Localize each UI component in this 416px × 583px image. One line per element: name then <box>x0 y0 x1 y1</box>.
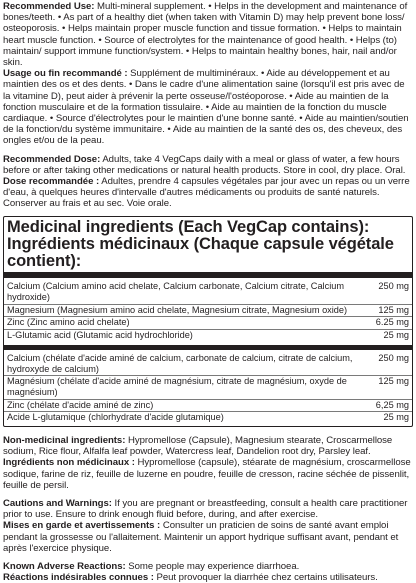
section-text: Hypromellose (Capsule), Magnesium stearate, Croscarmellose sodium, Rice flour, Alfalfa leaf powder, Watercress leaf, Dandelion root dry, Parsley leaf. <box>3 435 393 458</box>
section-label: Dose recommandée : <box>3 176 100 188</box>
ingredient-name: Zinc (chélate d'acide aminé de zinc) <box>7 399 154 410</box>
section-text: Adults, take 4 VegCaps daily with a meal or glass of water, a few hours before or after taking other medications or natural health products. Store in cool, dry place. Oral. <box>3 153 406 176</box>
recommended-dose-en <box>3 154 413 176</box>
ingredient-name: Calcium (chélate d'acide aminé de calcium, carbonate de calcium, citrate de calcium, hydroxyde de calcium) <box>7 352 353 374</box>
section-label: Mises en garde et avertissements : <box>3 520 161 532</box>
non-medicinal-fr <box>3 457 413 491</box>
ingredient-amount: 25 mg <box>383 412 409 423</box>
section-text: Adultes, prendre 4 capsules végétales par jour avec un repas ou un verre d'eau, à quelques heures d'intervalle d'autres médicaments ou produits de santé naturels. Conserver au frais et au sec. Voie orale. <box>3 176 410 210</box>
section-label: Usage ou fin recommandé : <box>3 68 128 80</box>
recommended-use-en <box>3 1 413 68</box>
ingredient-row <box>4 376 412 400</box>
ingredient-amount: 250 mg <box>378 352 409 363</box>
ingredient-amount: 25 mg <box>383 330 409 341</box>
adverse-reactions-fr <box>3 572 413 583</box>
ingredient-row <box>4 412 412 424</box>
section-text: Consulter un praticien de soins de santé avant emploi pendant la grossesse ou l'allaitement. Maintenir un apport hydrique suffisant avant, pendant et après l'exercice physique. <box>3 520 399 554</box>
section-text: Supplément de multiminéraux. • Aide au développement et au maintien des os et des dents. • Dans le cadre d'une alimentation saine (lorsqu'il est pris avec de la vitamine D), peut aider à prévenir la perte osseuse/l'ostéoporose. • Aide au maintien de la fonction musculaire et de la formation tissulaire. • Aide au maintien de la fonction du muscle cardiaque. • Source d'électrolytes pour le maintien d'une bonne santé. • Aide au maintien/soutien de la fonction/du système immunitaire. • Aide au maintien de la santé des os, des cheveux, des ongles et/ou de la peau. <box>3 68 409 147</box>
section-label: Known Adverse Reactions: <box>3 561 126 573</box>
section-text: If you are pregnant or breastfeeding, consult a health care practitioner prior to use. Ensure to drink enough fluid before, during, and after exercise. <box>3 498 408 521</box>
recommended-dose-fr <box>3 176 413 210</box>
section-label: Recommended Use: <box>3 1 95 12</box>
panel-title-fr: Ingrédients médicinaux (Chaque capsule végétale contient): <box>7 234 394 270</box>
ingredient-row <box>4 305 412 318</box>
panel-divider <box>4 345 412 350</box>
non-medicinal-en <box>3 435 413 457</box>
section-label: Recommended Dose: <box>3 153 101 165</box>
ingredient-amount: 6.25 mg <box>375 317 409 328</box>
ingredients-table-fr <box>4 353 412 424</box>
ingredient-name: Calcium (Calcium amino acid chelate, Calcium carbonate, Calcium citrate, Calcium hydroxide) <box>7 280 344 303</box>
ingredients-table-en <box>4 281 412 342</box>
adverse-reactions-en <box>3 561 413 572</box>
cautions-fr <box>3 520 413 554</box>
section-label: Réactions indésirables connues : <box>3 572 154 583</box>
recommended-use-fr <box>3 68 413 146</box>
ingredient-name: L-Glutamic acid (Glutamic acid hydrochloride) <box>7 330 193 341</box>
ingredient-row <box>4 317 412 330</box>
section-text: Multi-mineral supplement. • Helps in the development and maintenance of bones/teeth. • As part of a healthy diet (when taken with Vitamin D) may help prevent bone loss/ osteoporosis. • Helps maintain proper muscle function and tissue formation. • Helps to maintain heart muscle function. • Source of electrolytes for the maintenance of good health. • Helps (to) maintain/ support immune function/system. • Helps to maintain healthy bones, hair, nail and/or skin. <box>3 1 408 69</box>
section-text: Some people may experience diarrhoea. <box>125 561 300 573</box>
panel-title-en: Medicinal ingredients (Each VegCap contains): <box>7 217 370 236</box>
ingredient-row <box>4 330 412 342</box>
ingredient-name: Magnesium (Magnesium amino acid chelate, Magnesium citrate, Magnesium oxide) <box>7 304 348 315</box>
ingredient-name: Magnésium (chélate d'acide aminé de magnésium, citrate de magnésium, oxyde de magnésium) <box>7 375 347 398</box>
ingredient-row <box>4 353 412 376</box>
ingredient-amount: 6,25 mg <box>375 399 409 410</box>
ingredient-amount: 250 mg <box>378 280 409 291</box>
section-label: Cautions and Warnings: <box>3 498 112 510</box>
ingredient-name: Acide L-glutamique (chlorhydrate d'acide glutamique) <box>7 412 224 423</box>
panel-divider <box>4 272 412 278</box>
ingredient-row <box>4 400 412 413</box>
section-text: Hypromellose (capsule), stéarate de magnésium, croscarmellose sodique, farine de riz, feuille de luzerne en poudre, feuille de cresson, racine séchée de pissenlit, feuille de persil. <box>3 457 411 491</box>
ingredient-name: Zinc (Zinc amino acid chelate) <box>7 317 130 328</box>
section-text: Peut provoquer la diarrhée chez certains utilisateurs. <box>153 572 378 583</box>
ingredient-row <box>4 281 412 305</box>
medicinal-ingredients-panel <box>3 216 413 427</box>
ingredient-amount: 125 mg <box>378 375 409 386</box>
section-label: Non-medicinal ingredients: <box>3 435 126 446</box>
ingredient-amount: 125 mg <box>378 304 409 315</box>
section-label: Ingrédients non médicinaux : <box>3 457 135 469</box>
cautions-en <box>3 498 413 520</box>
